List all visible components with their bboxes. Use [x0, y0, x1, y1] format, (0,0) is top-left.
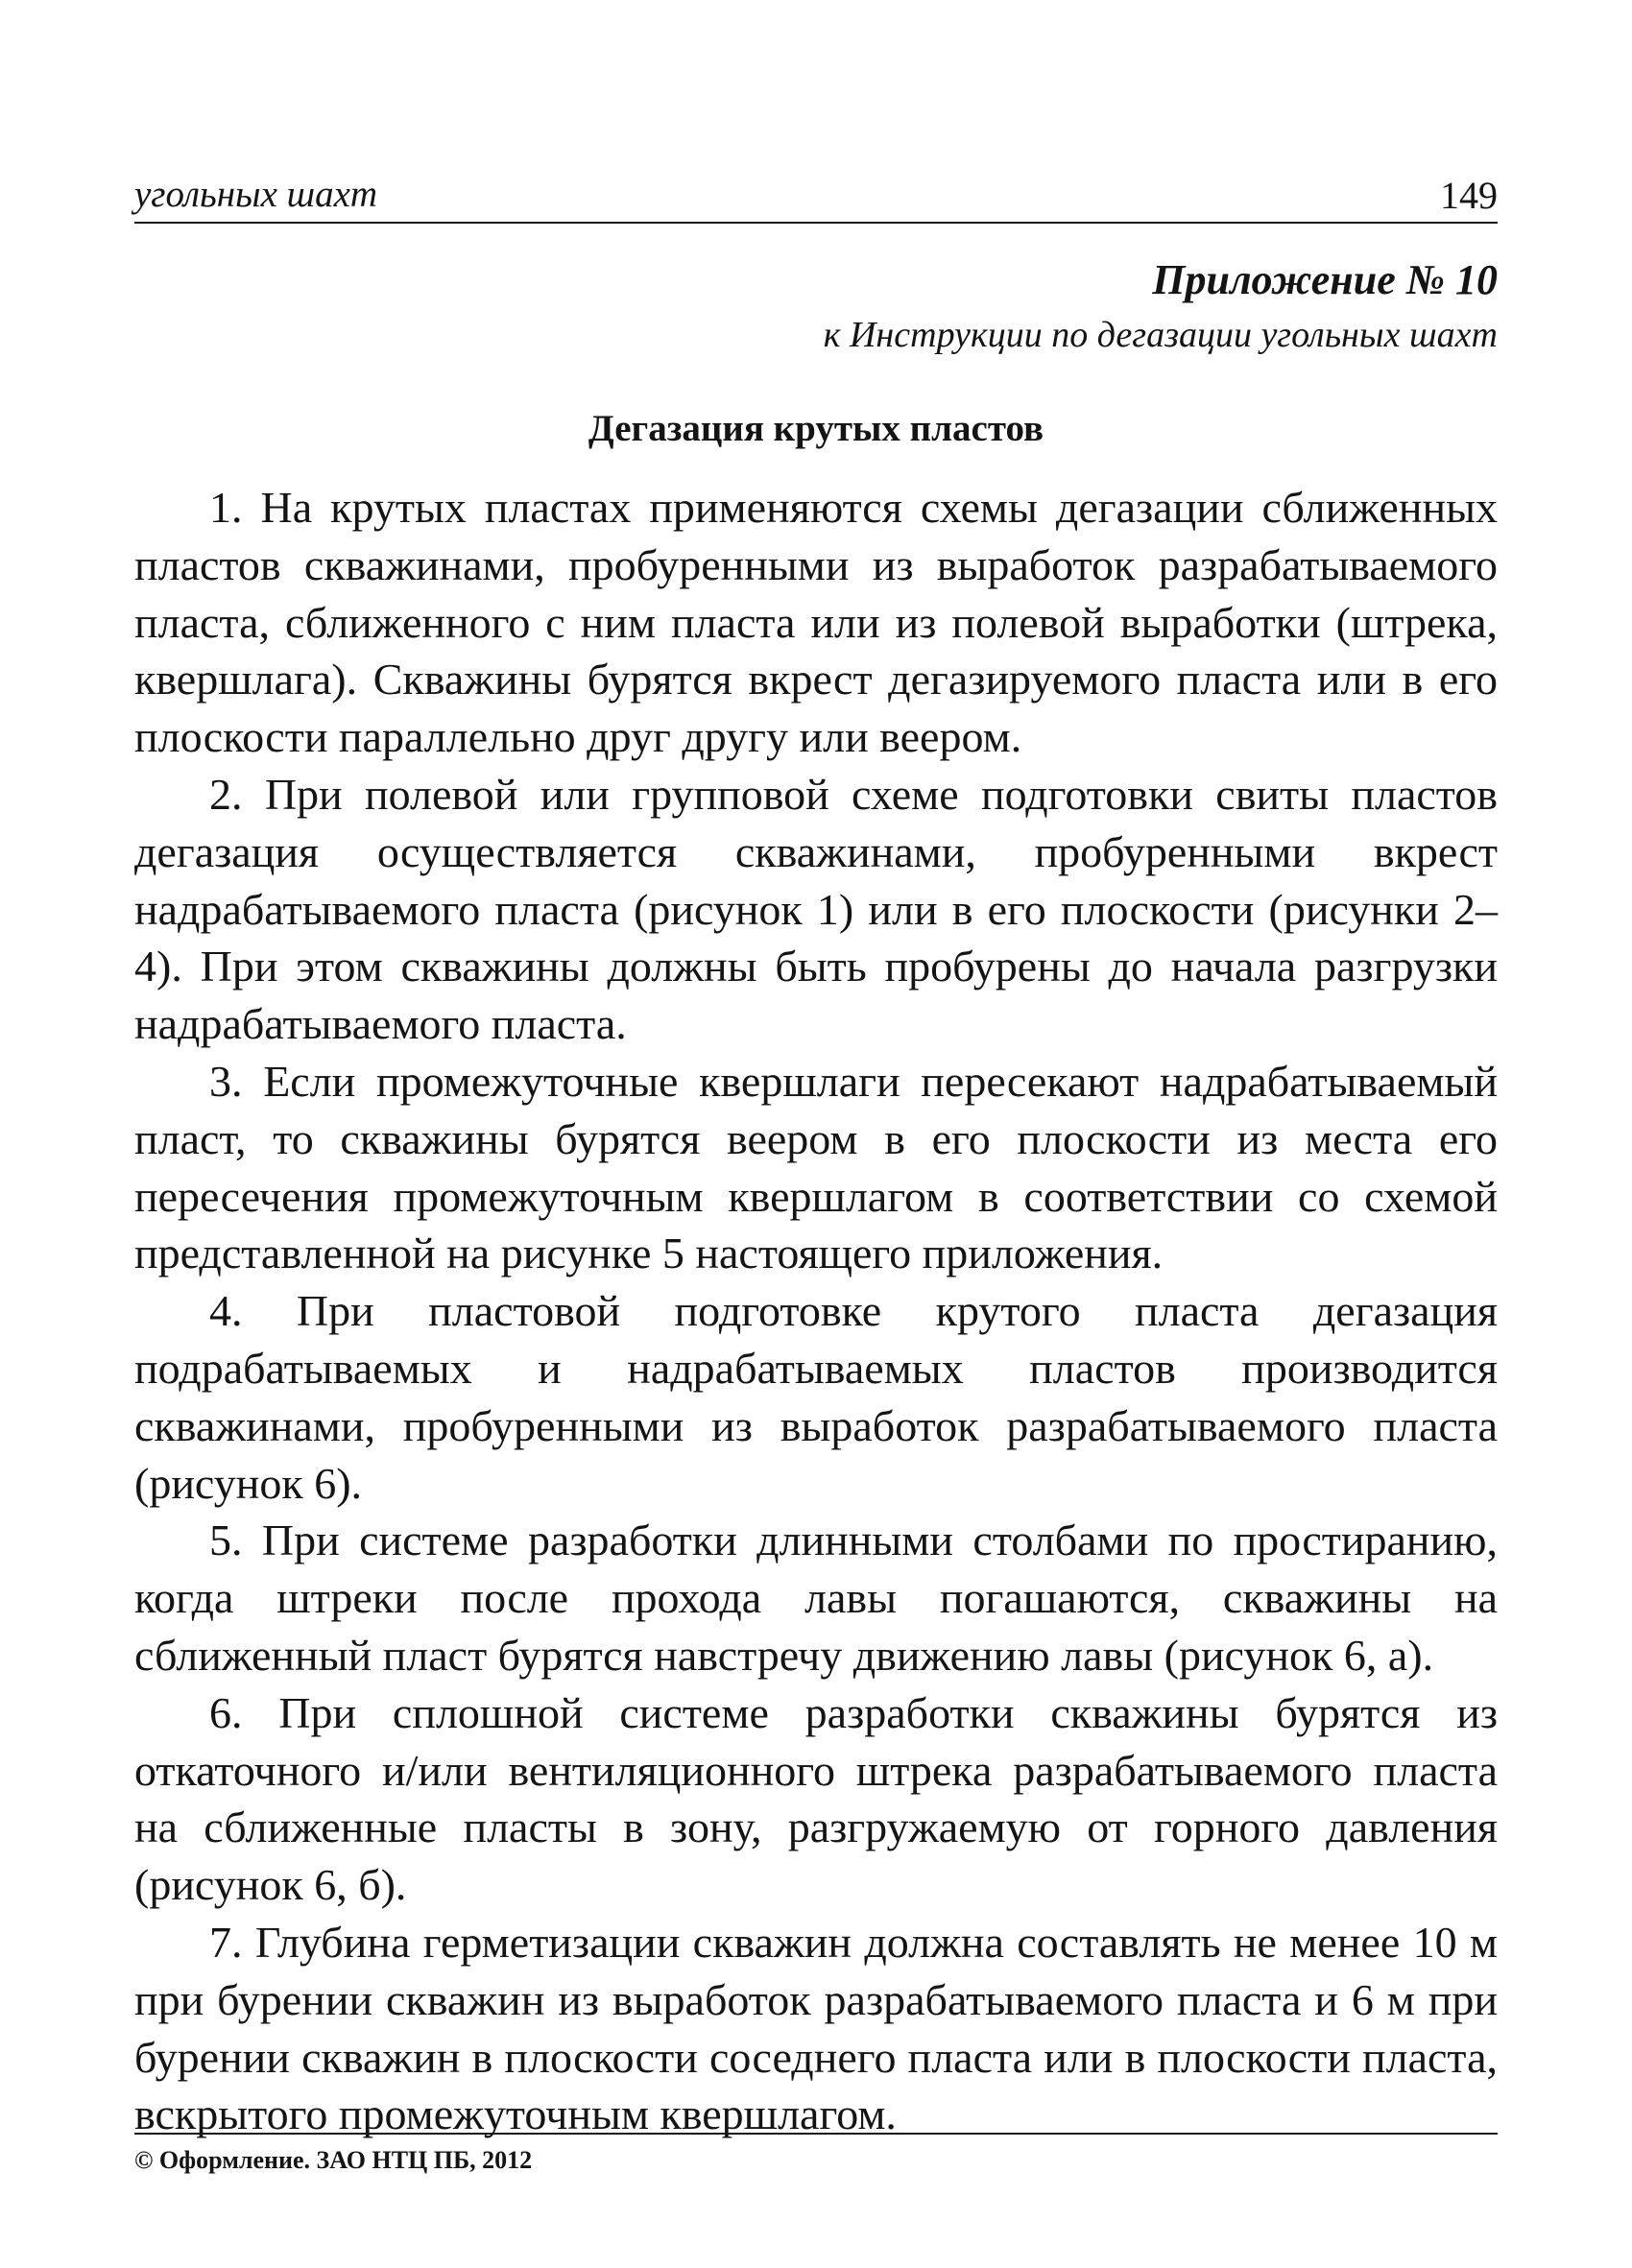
- paragraph-2: 2. При полевой или групповой схеме подготовки свиты пластов дегазация осуществляется скважинами, пробуренными вкрест надрабатываемого пласта (рисунок 1) или в его плоскости (рисунки 2–4). При этом скважины должны быть пробурены до начала разгрузки надрабатываемого пласта.: [134, 769, 1498, 1049]
- appendix-heading: [824, 251, 1498, 361]
- paragraph-6: 6. При сплошной системе разработки скважины бурятся из откаточного и/или вентиляционного штрека разрабатываемого пласта на сближенные пласты в зону, разгружаемую от горного давления (рисунок 6, б).: [134, 1687, 1498, 1910]
- section-title: Дегазация крутых пластов: [588, 408, 1044, 449]
- appendix-title: Приложение № 10: [1152, 256, 1498, 303]
- paragraph-3: 3. Если промежуточные квершлаги пересекают надрабатываемый пласт, то скважины бурятся веером в его плоскости из места его пересечения промежуточным квершлагом в соответствии со схемой представленной на рисунке 5 настоящего приложения.: [134, 1056, 1498, 1278]
- paragraph-4: 4. При пластовой подготовке крутого пласта дегазация подрабатываемых и надрабатываемых пластов производится скважинами, пробуренными из выработок разрабатываемого пласта (рисунок 6).: [134, 1286, 1498, 1508]
- paragraph-1: 1. На крутых пластах применяются схемы дегазации сближенных пластов скважинами, пробуренными из выработок разрабатываемого пласта, сближенного с ним пласта или из полевой выработки (штрека, квершлага). Скважины бурятся вкрест дегазируемого пласта или в его плоскости параллельно друг другу или веером.: [134, 483, 1498, 762]
- page-footer: [134, 2133, 1498, 2175]
- paragraph-7: 7. Глубина герметизации скважин должна составлять не менее 10 м при бурении скважин из выработок разрабатываемого пласта и 6 м при бурении скважин в плоскости соседнего пласта или в плоскости пласта, вскрытого промежуточным квершлагом.: [134, 1917, 1498, 2139]
- page-number: 149: [1440, 174, 1498, 217]
- running-title: угольных шахт: [134, 174, 378, 215]
- copyright-notice: © Оформление. ЗАО НТЦ ПБ, 2012: [134, 2146, 533, 2174]
- appendix-subtitle: к Инструкции по дегазации угольных шахт: [823, 315, 1498, 355]
- paragraph-5: 5. При системе разработки длинными столбами по простиранию, когда штреки после прохода лавы погашаются, скважины на сближенный пласт бурятся навстречу движению лавы (рисунок 6, а).: [134, 1516, 1498, 1680]
- running-header: [134, 168, 1498, 224]
- body-text: [134, 479, 1498, 2143]
